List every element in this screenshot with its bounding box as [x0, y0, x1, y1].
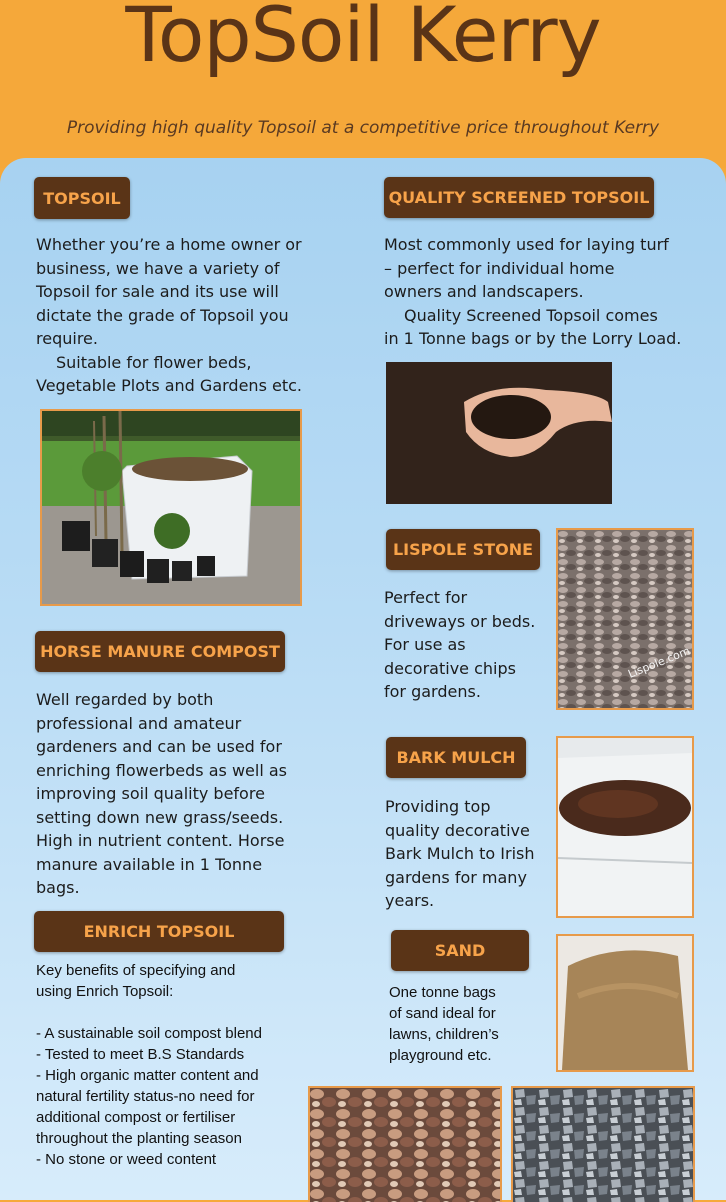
- topsoil-bag-photo: [40, 409, 302, 606]
- enrich-line: [36, 1002, 316, 1023]
- tagline: Providing high quality Topsoil at a competitive price throughout Kerry: [66, 118, 660, 138]
- topsoil-line: dictate the grade of Topsoil you: [36, 305, 289, 325]
- topsoil-line: require.: [36, 329, 98, 348]
- enrich-line: - A sustainable soil compost blend: [36, 1025, 262, 1042]
- sand-line: of sand ideal for: [389, 1005, 496, 1022]
- manure-line: bags.: [36, 878, 80, 897]
- screened-topsoil-text: [384, 233, 719, 351]
- sand-line: One tonne bags: [389, 984, 496, 1001]
- enrich-line: natural fertility status-no need for: [36, 1088, 255, 1105]
- screened-line: Quality Screened Topsoil comes: [404, 305, 658, 325]
- manure-line: Well regarded by both: [36, 690, 214, 709]
- lispole-line: decorative chips: [384, 658, 516, 678]
- horse-manure-text: [36, 688, 336, 900]
- manure-line: professional and amateur: [36, 713, 242, 733]
- topsoil-badge: TOPSOIL: [34, 177, 130, 219]
- lispole-stone-text: [384, 586, 554, 704]
- enrich-topsoil-text: [36, 960, 316, 1170]
- enrich-line: - Tested to meet B.S Standards: [36, 1046, 245, 1063]
- enrich-line: - No stone or weed content: [36, 1151, 217, 1168]
- sand-line: playground etc.: [389, 1047, 492, 1064]
- page-title: TopSoil Kerry: [125, 0, 601, 79]
- gravel-image: [558, 530, 692, 708]
- grey-chippings-image: [513, 1088, 693, 1202]
- topsoil-text: [36, 233, 336, 398]
- bark-mulch-photo: [556, 736, 694, 918]
- lispole-line: Perfect for: [384, 588, 468, 607]
- sand-badge: SAND: [391, 930, 529, 971]
- lispole-line: For use as: [384, 635, 466, 654]
- soil-hands-image: [386, 362, 612, 504]
- bark-line: gardens for many: [385, 867, 527, 887]
- bark-line: quality decorative: [385, 820, 530, 840]
- manure-line: improving soil quality before: [36, 784, 265, 803]
- screened-line: – perfect for individual home: [384, 258, 615, 278]
- screened-line: in 1 Tonne bags or by the Lorry Load.: [384, 329, 682, 348]
- soil-hands-photo: [386, 362, 612, 504]
- sand-line: lawns, children’s: [389, 1026, 499, 1043]
- topsoil-line: Suitable for flower beds,: [56, 352, 252, 372]
- topsoil-line: Vegetable Plots and Gardens etc.: [36, 376, 302, 395]
- manure-line: setting down new grass/seeds.: [36, 807, 284, 827]
- enrich-line: using Enrich Topsoil:: [36, 983, 174, 1000]
- manure-line: manure available in 1 Tonne: [36, 854, 263, 874]
- bark-mulch-text: [385, 795, 553, 913]
- bark-line: Providing top: [385, 797, 491, 816]
- enrich-line: throughout the planting season: [36, 1130, 242, 1147]
- enrich-line: - High organic matter content and: [36, 1067, 259, 1084]
- bark-line: Bark Mulch to Irish: [385, 844, 535, 863]
- manure-line: enriching flowerbeds as well as: [36, 760, 287, 780]
- topsoil-line: Topsoil for sale and its use will: [36, 282, 279, 301]
- lispole-stone-badge: LISPOLE STONE: [386, 529, 540, 570]
- lispole-stone-photo: [556, 528, 694, 710]
- header: [0, 0, 726, 168]
- manure-line: gardeners and can be used for: [36, 737, 282, 756]
- enrich-topsoil-badge: ENRICH TOPSOIL: [34, 911, 284, 952]
- pebbles-photo: [308, 1086, 502, 1202]
- topsoil-line: Whether you’re a home owner or: [36, 235, 302, 254]
- topsoil-line: business, we have a variety of: [36, 258, 280, 278]
- bark-line: years.: [385, 891, 435, 910]
- bark-mulch-badge: BARK MULCH: [386, 737, 526, 778]
- sand-photo: [556, 934, 694, 1072]
- lispole-watermark: Lispole.com: [626, 644, 692, 681]
- screened-line: owners and landscapers.: [384, 282, 584, 301]
- horse-manure-badge: HORSE MANURE COMPOST: [35, 631, 285, 672]
- topsoil-bag-image: [42, 411, 300, 604]
- enrich-line: additional compost or fertiliser: [36, 1109, 236, 1126]
- screened-topsoil-badge: QUALITY SCREENED TOPSOIL: [384, 177, 654, 218]
- enrich-line: Key benefits of specifying and: [36, 962, 236, 979]
- lispole-line: driveways or beds.: [384, 611, 536, 631]
- sand-image: [558, 936, 692, 1070]
- manure-line: High in nutrient content. Horse: [36, 831, 285, 850]
- screened-line: Most commonly used for laying turf: [384, 235, 669, 254]
- lispole-line: for gardens.: [384, 682, 481, 701]
- sand-text: [389, 982, 549, 1066]
- grey-chippings-photo: [511, 1086, 695, 1202]
- bark-mulch-image: [558, 738, 692, 916]
- pebbles-image: [310, 1088, 500, 1202]
